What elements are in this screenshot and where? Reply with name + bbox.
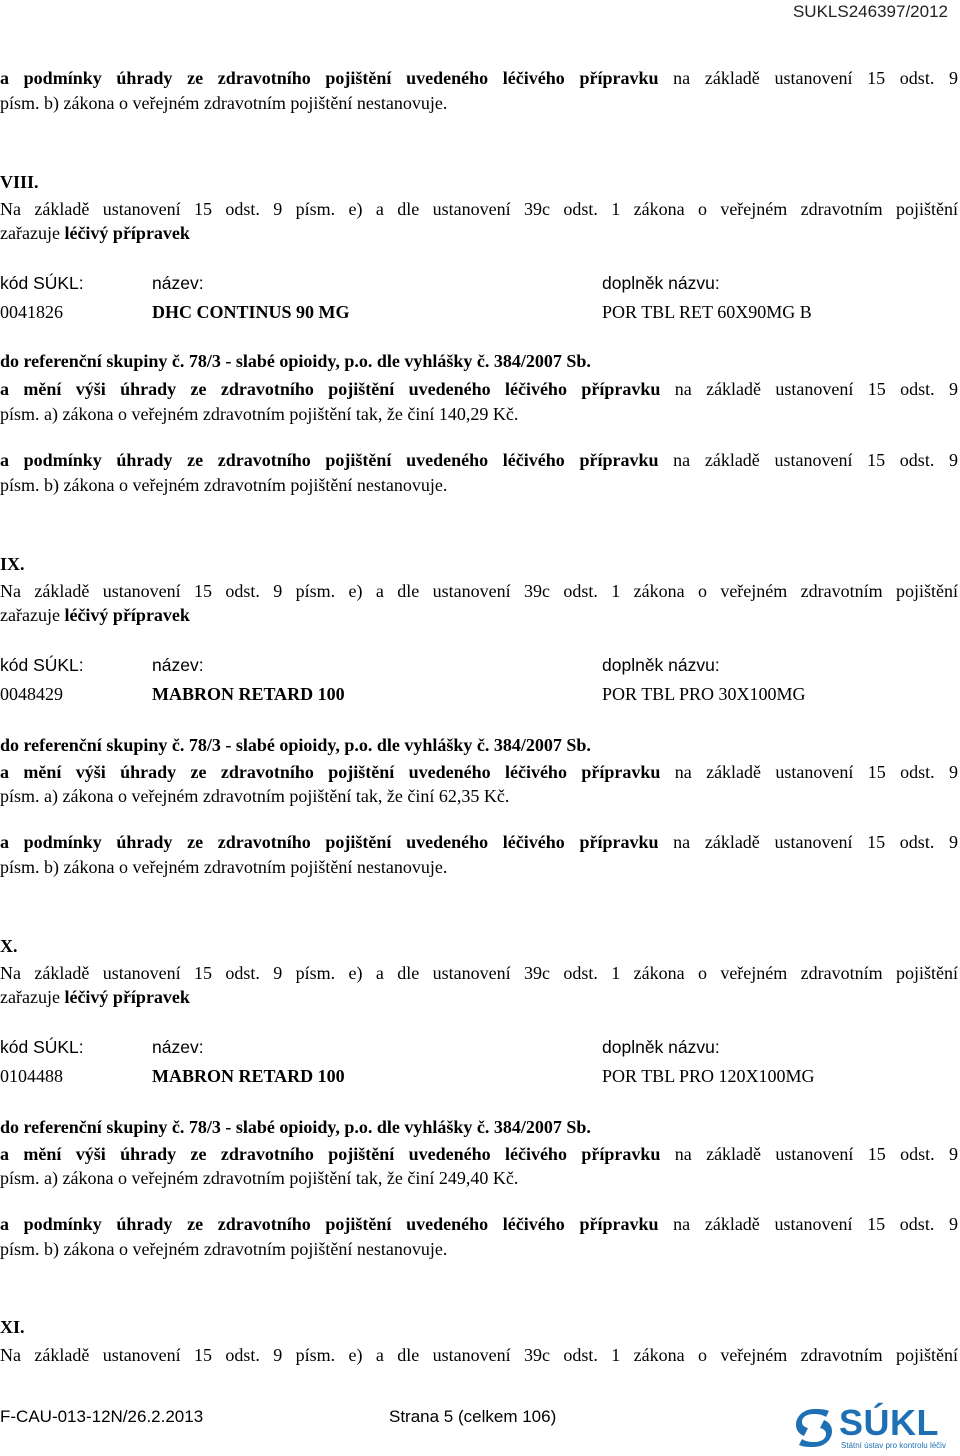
meni-bold: a mění výši úhrady ze zdravotního pojištění uvedeného léčivého přípravku bbox=[0, 1144, 661, 1164]
logo-name: SÚKL bbox=[839, 1402, 939, 1443]
meni-bold: a mění výši úhrady ze zdravotního pojištění uvedeného léčivého přípravku bbox=[0, 379, 661, 399]
product-code: 0041826 bbox=[0, 302, 63, 322]
meni-line bbox=[0, 379, 958, 399]
legal-basis-line: Na základě ustanovení 15 odst. 9 písm. e) a dle ustanovení 39c odst. 1 zákona o veřejném zdravotním pojištění bbox=[0, 581, 958, 601]
meni-tail: na základě ustanovení 15 odst. 9 bbox=[674, 762, 958, 782]
podminky-tail: na základě ustanovení 15 odst. 9 bbox=[673, 1214, 958, 1234]
zarazuje-word: zařazuje bbox=[0, 605, 60, 625]
sukl-emblem-icon bbox=[792, 1406, 836, 1450]
meni-tail: na základě ustanovení 15 odst. 9 bbox=[674, 379, 958, 399]
zarazuje-word: zařazuje bbox=[0, 223, 60, 243]
reference-group: do referenční skupiny č. 78/3 - slabé opioidy, p.o. dle vyhlášky č. 384/2007 Sb. bbox=[0, 351, 591, 371]
name-label: název: bbox=[152, 1037, 204, 1057]
podminky-tail: na základě ustanovení 15 odst. 9 bbox=[673, 832, 958, 852]
meni-line-2: písm. a) zákona o veřejném zdravotním pojištění tak, že činí 140,29 Kč. bbox=[0, 404, 519, 424]
suffix-label: doplněk názvu: bbox=[602, 1037, 720, 1057]
code-label: kód SÚKL: bbox=[0, 1037, 84, 1057]
podminky-bold: a podmínky úhrady ze zdravotního pojištění uvedeného léčivého přípravku bbox=[0, 832, 659, 852]
podminky-line-2: písm. b) zákona o veřejném zdravotním pojištění nestanovuje. bbox=[0, 857, 448, 877]
document-reference: SUKLS246397/2012 bbox=[792, 2, 948, 21]
name-label: název: bbox=[152, 273, 204, 293]
section-numeral: X. bbox=[0, 936, 18, 956]
podminky-bold: a podmínky úhrady ze zdravotního pojištění uvedeného léčivého přípravku bbox=[0, 68, 659, 88]
product-name: MABRON RETARD 100 bbox=[152, 1066, 345, 1086]
podminky-line-2: písm. b) zákona o veřejném zdravotním pojištění nestanovuje. bbox=[0, 1239, 448, 1259]
meni-tail: na základě ustanovení 15 odst. 9 bbox=[674, 1144, 958, 1164]
zarazuje-line bbox=[0, 605, 190, 625]
podminky-line bbox=[0, 450, 958, 470]
zarazuje-line bbox=[0, 987, 190, 1007]
legal-basis-line: Na základě ustanovení 15 odst. 9 písm. e) a dle ustanovení 39c odst. 1 zákona o veřejném zdravotním pojištění bbox=[0, 1345, 958, 1365]
lecivy-pripravek: léčivý přípravek bbox=[64, 605, 190, 625]
suffix-label: doplněk názvu: bbox=[602, 273, 720, 293]
meni-bold: a mění výši úhrady ze zdravotního pojištění uvedeného léčivého přípravku bbox=[0, 762, 661, 782]
podminky-tail: na základě ustanovení 15 odst. 9 bbox=[673, 450, 958, 470]
form-code: F-CAU-013-12N/26.2.2013 bbox=[0, 1407, 204, 1426]
podminky-line-2: písm. b) zákona o veřejném zdravotním pojištění nestanovuje. bbox=[0, 93, 448, 113]
podminky-tail: na základě ustanovení 15 odst. 9 bbox=[673, 68, 958, 88]
section-numeral: VIII. bbox=[0, 172, 39, 192]
page-number: Strana 5 (celkem 106) bbox=[389, 1407, 557, 1426]
product-code: 0104488 bbox=[0, 1066, 63, 1086]
product-suffix: POR TBL PRO 30X100MG bbox=[602, 684, 806, 704]
product-suffix: POR TBL RET 60X90MG B bbox=[602, 302, 812, 322]
podminky-bold: a podmínky úhrady ze zdravotního pojištění uvedeného léčivého přípravku bbox=[0, 1214, 659, 1234]
logo-subtitle: Státní ústav pro kontrolu léčiv bbox=[841, 1441, 946, 1450]
product-suffix: POR TBL PRO 120X100MG bbox=[602, 1066, 815, 1086]
reference-group: do referenční skupiny č. 78/3 - slabé opioidy, p.o. dle vyhlášky č. 384/2007 Sb. bbox=[0, 1117, 591, 1137]
product-name: MABRON RETARD 100 bbox=[152, 684, 345, 704]
meni-line bbox=[0, 1144, 958, 1164]
podminky-line-2: písm. b) zákona o veřejném zdravotním pojištění nestanovuje. bbox=[0, 475, 448, 495]
name-label: název: bbox=[152, 655, 204, 675]
suffix-label: doplněk názvu: bbox=[602, 655, 720, 675]
code-label: kód SÚKL: bbox=[0, 655, 84, 675]
section-numeral: XI. bbox=[0, 1317, 25, 1337]
product-name: DHC CONTINUS 90 MG bbox=[152, 302, 350, 322]
meni-line bbox=[0, 762, 958, 782]
podminky-line bbox=[0, 832, 958, 852]
product-code: 0048429 bbox=[0, 684, 63, 704]
sukl-logo bbox=[792, 1404, 954, 1454]
podminky-line bbox=[0, 68, 958, 88]
legal-basis-line: Na základě ustanovení 15 odst. 9 písm. e) a dle ustanovení 39c odst. 1 zákona o veřejném zdravotním pojištění bbox=[0, 199, 958, 219]
meni-line-2: písm. a) zákona o veřejném zdravotním pojištění tak, že činí 62,35 Kč. bbox=[0, 786, 510, 806]
zarazuje-word: zařazuje bbox=[0, 987, 60, 1007]
code-label: kód SÚKL: bbox=[0, 273, 84, 293]
lecivy-pripravek: léčivý přípravek bbox=[64, 987, 190, 1007]
legal-basis-line: Na základě ustanovení 15 odst. 9 písm. e) a dle ustanovení 39c odst. 1 zákona o veřejném zdravotním pojištění bbox=[0, 963, 958, 983]
lecivy-pripravek: léčivý přípravek bbox=[64, 223, 190, 243]
podminky-bold: a podmínky úhrady ze zdravotního pojištění uvedeného léčivého přípravku bbox=[0, 450, 659, 470]
zarazuje-line bbox=[0, 223, 190, 243]
podminky-line bbox=[0, 1214, 958, 1234]
section-numeral: IX. bbox=[0, 554, 25, 574]
meni-line-2: písm. a) zákona o veřejném zdravotním pojištění tak, že činí 249,40 Kč. bbox=[0, 1168, 519, 1188]
reference-group: do referenční skupiny č. 78/3 - slabé opioidy, p.o. dle vyhlášky č. 384/2007 Sb. bbox=[0, 735, 591, 755]
